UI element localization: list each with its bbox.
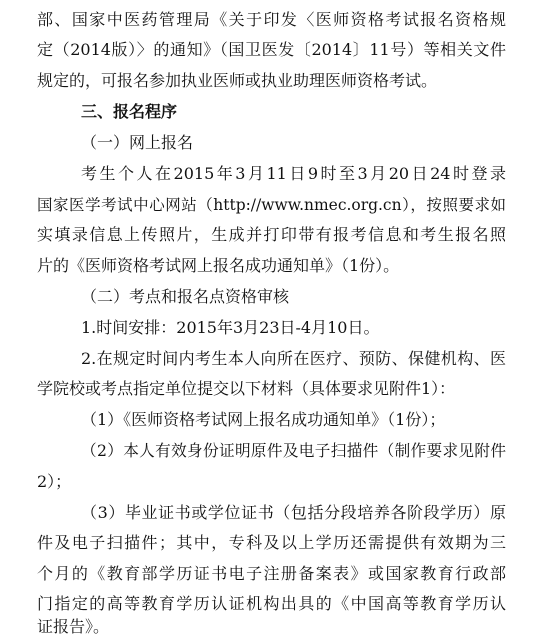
text-line: 学院校或考点指定单位提交以下材料（具体要求见附件1）： [37,379,456,398]
text-line: 规定的，可报名参加执业医师或执业助理医师资格考试。 [37,71,438,90]
list-item: （1）《医师资格考试网上报名成功通知单》（1份）； [81,410,446,429]
text-line: 门指定的高等教育学历认证机构出具的《中国高等教育学历认 [37,594,506,613]
text-line: 国家医学考试中心网站（http://www.nmec.org.cn），按照要求如 [37,196,506,214]
list-item: （3）毕业证书或学位证书（包括分段培养各阶段学历）原 [81,503,506,522]
text-line: 实填录信息上传照片，生成并打印带有报考信息和考生报名照 [37,225,506,244]
text-line: 片的《医师资格考试网上报名成功通知单》（1份）。 [37,256,400,275]
text-line: 1.时间安排：2015年3月23日-4月10日。 [81,318,380,337]
subsection-heading: （二）考点和报名点资格审核 [81,287,290,306]
text-line: 证报告》。 [37,617,110,636]
text-line: 件及电子扫描件；其中，专科及以上学历还需提供有效期为三 [37,533,506,552]
text-line: 2）； [37,472,72,491]
list-item: （2）本人有效身份证明原件及电子扫描件（制作要求见附件 [81,441,506,460]
text-line: 考生个人在2015年3月11日9时至3月20日24时登录 [81,164,506,183]
text-line: 个月的《教育部学历证书电子注册备案表》或国家教育行政部 [37,564,506,583]
text-line: 2.在规定时间内考生本人向所在医疗、预防、保健机构、医 [81,349,506,368]
text-line: 部、国家中医药管理局《关于印发〈医师资格考试报名资格规 [37,10,506,29]
subsection-heading: （一）网上报名 [81,133,194,152]
text-line: 定（2014版）〉的通知》（国卫医发〔2014〕11号）等相关文件 [37,40,506,59]
section-heading: 三、报名程序 [81,102,178,121]
